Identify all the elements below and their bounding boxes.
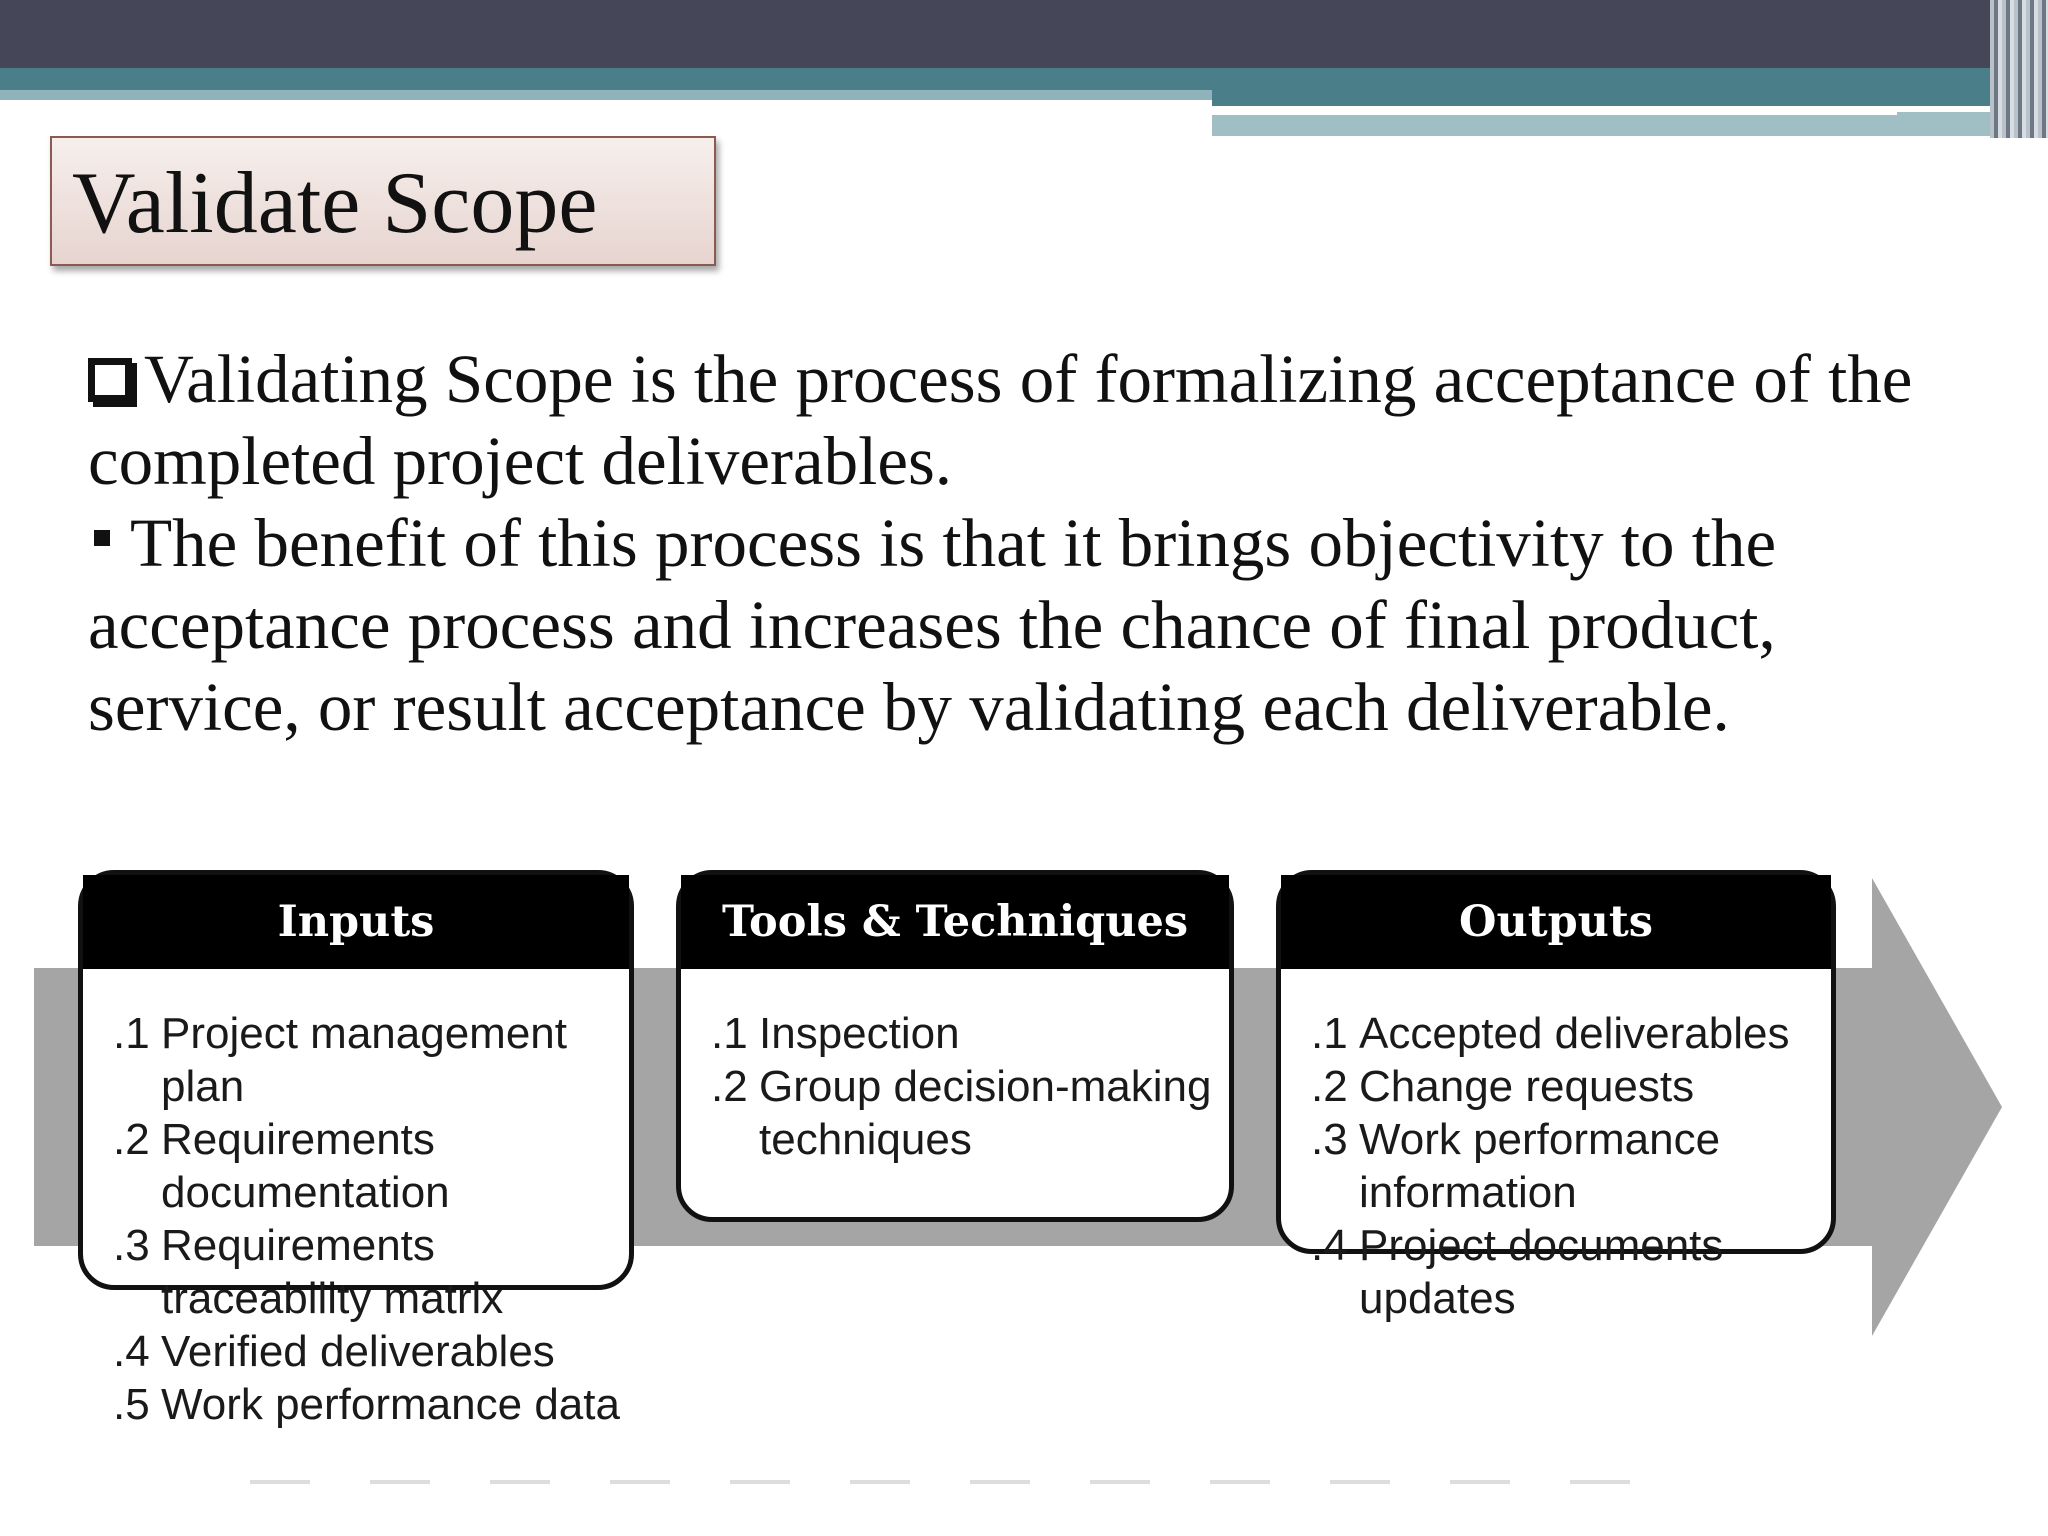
header-accent-band [0,68,2048,90]
item-text: Change requests [1359,1062,1695,1111]
item-text: Work performance data [161,1380,620,1429]
square-bullet-icon [94,530,110,546]
list-item [711,1007,1229,1060]
slide-body [88,338,1988,748]
item-text: Requirements documentation [161,1115,450,1217]
item-text: Group decision-making techniques [759,1062,1212,1164]
outputs-list [1281,969,1831,1325]
faded-caption [250,1480,1650,1484]
title-box [50,136,716,266]
outputs-header: Outputs [1281,875,1831,969]
item-text: Inspection [759,1009,960,1058]
list-item [1311,1219,1831,1325]
item-text: Project documents updates [1359,1221,1724,1323]
item-number: .4 [113,1327,150,1376]
header-band [0,0,2048,68]
list-item [1311,1113,1831,1219]
header-light-band-right [1212,112,2012,136]
item-text: Project management plan [161,1009,567,1111]
bullet-1 [88,338,1988,502]
item-text: Requirements traceability matrix [161,1221,504,1323]
item-number: .4 [1311,1221,1348,1270]
inputs-panel [78,870,634,1429]
list-item [1311,1007,1831,1060]
list-item [113,1219,629,1325]
slide-title: Validate Scope [72,155,598,252]
list-item [113,1113,629,1219]
header-divider-line [1212,110,1897,115]
item-text: Work performance information [1359,1115,1721,1217]
decorative-stripes [1990,0,2048,138]
item-number: .3 [113,1221,150,1270]
itto-diagram [0,860,2048,1500]
item-text: Verified deliverables [161,1327,555,1376]
list-item [711,1060,1229,1166]
item-number: .1 [113,1009,150,1058]
item-number: .5 [113,1380,150,1429]
process-arrow-head [1872,878,2002,1336]
checkbox-icon [88,358,132,402]
item-number: .2 [711,1062,748,1111]
header-accent-band-right [1212,90,2048,106]
list-item [113,1325,629,1378]
list-item [113,1378,629,1431]
outputs-panel [1276,870,1836,1323]
bullet-2-text: The benefit of this process is that it brings objectivity to the acceptance process and increases the chance of final product, service, or result acceptance by validating each deliverable. [88,505,1777,745]
bullet-2 [88,502,1988,748]
tools-list [681,969,1229,1166]
inputs-list [83,969,629,1431]
list-item [1311,1060,1831,1113]
tools-header: Tools & Techniques [681,875,1229,969]
item-number: .3 [1311,1115,1348,1164]
item-number: .1 [711,1009,748,1058]
inputs-header: Inputs [83,875,629,969]
item-text: Accepted deliverables [1359,1009,1790,1058]
list-item [113,1007,629,1113]
item-number: .2 [113,1115,150,1164]
item-number: .1 [1311,1009,1348,1058]
item-number: .2 [1311,1062,1348,1111]
header-light-band [0,90,1212,100]
tools-panel [676,870,1234,1222]
bullet-1-text: Validating Scope is the process of formalizing acceptance of the completed project deliverables. [88,341,1913,499]
